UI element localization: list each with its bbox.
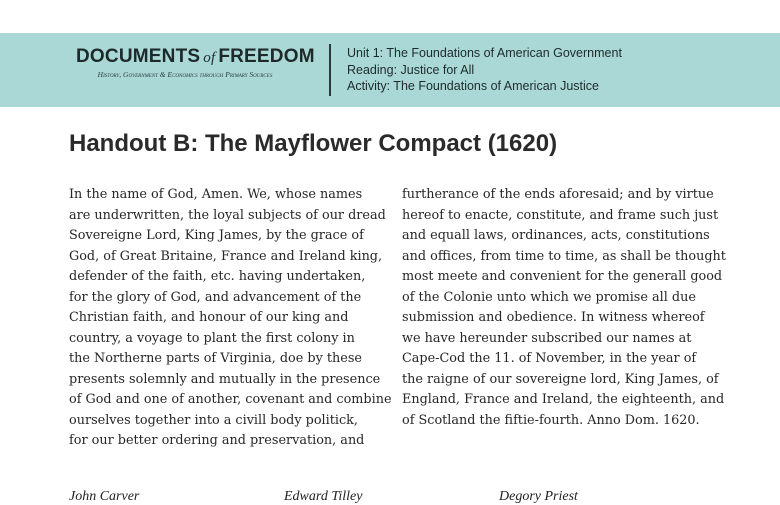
text-line: submission and obedience. In witness whereof xyxy=(402,310,705,325)
brand-title-part1: DOCUMENTS xyxy=(76,46,201,67)
brand-title xyxy=(76,46,316,69)
text-line: of God and one of another, covenant and combine xyxy=(69,392,392,407)
text-line: hereof to enacte, constitute, and frame such just xyxy=(402,207,719,223)
text-line: we have hereunder subscribed our names at xyxy=(402,330,692,346)
text-line: and offices, from time to time, as shall be thought xyxy=(402,248,726,264)
text-line: country, a voyage to plant the first colony in xyxy=(69,330,355,346)
text-line: of Scotland the fiftie-fourth. Anno Dom. 1620. xyxy=(402,412,700,428)
header-banner xyxy=(0,33,780,107)
text-line: the Northerne parts of Virginia, doe by these xyxy=(69,351,362,366)
reading-label: Reading: Justice for All xyxy=(347,62,475,77)
activity-label: Activity: The Foundations of American Justice xyxy=(347,79,599,93)
body-column-left xyxy=(69,185,392,452)
brand-logo xyxy=(76,46,316,79)
body-column-right xyxy=(402,185,726,431)
page-title: Handout B: The Mayflower Compact (1620) xyxy=(69,130,558,157)
unit-label: Unit 1: The Foundations of American Government xyxy=(347,46,622,60)
signature: John Carver xyxy=(69,489,140,504)
text-line: and equall laws, ordinances, acts, constitutions xyxy=(402,228,710,243)
text-line: Christian faith, and honour of our king and xyxy=(69,310,349,325)
text-line: for the glory of God, and advancement of the xyxy=(69,289,362,305)
brand-title-of: of xyxy=(203,50,216,66)
unit-info xyxy=(347,45,622,95)
text-line: England, France and Ireland, the eighteenth, and xyxy=(402,392,725,407)
text-line: of the Colonie unto which we promise all due xyxy=(402,289,696,305)
brand-title-part2: FREEDOM xyxy=(218,46,315,67)
text-line: most meete and convenient for the generall good xyxy=(402,269,723,284)
text-line: God, of Great Britaine, France and Ireland king, xyxy=(69,248,383,264)
text-line: the raigne of our sovereigne lord, King James, of xyxy=(402,371,719,387)
text-line: for our better ordering and preservation, and xyxy=(69,433,365,448)
text-line: Cape-Cod the 11. of November, in the year of xyxy=(402,351,697,366)
text-line: In the name of God, Amen. We, whose names xyxy=(69,187,363,202)
text-line: defender of the faith, etc. having undertaken, xyxy=(69,269,366,284)
signature: Degory Priest xyxy=(499,489,578,504)
brand-subtitle: History, Government & Economics through Primary Sources xyxy=(97,70,273,79)
text-line: are underwritten, the loyal subjects of our dread xyxy=(69,207,386,223)
text-line: Sovereigne Lord, King James, by the grace of xyxy=(69,228,364,243)
text-line: presents solemnly and mutually in the presence xyxy=(69,371,381,387)
text-line: furtherance of the ends aforesaid; and by virtue xyxy=(402,187,714,202)
text-line: ourselves together into a civill body politick, xyxy=(69,412,358,428)
header-divider xyxy=(329,44,331,96)
signature: Edward Tilley xyxy=(284,489,363,504)
